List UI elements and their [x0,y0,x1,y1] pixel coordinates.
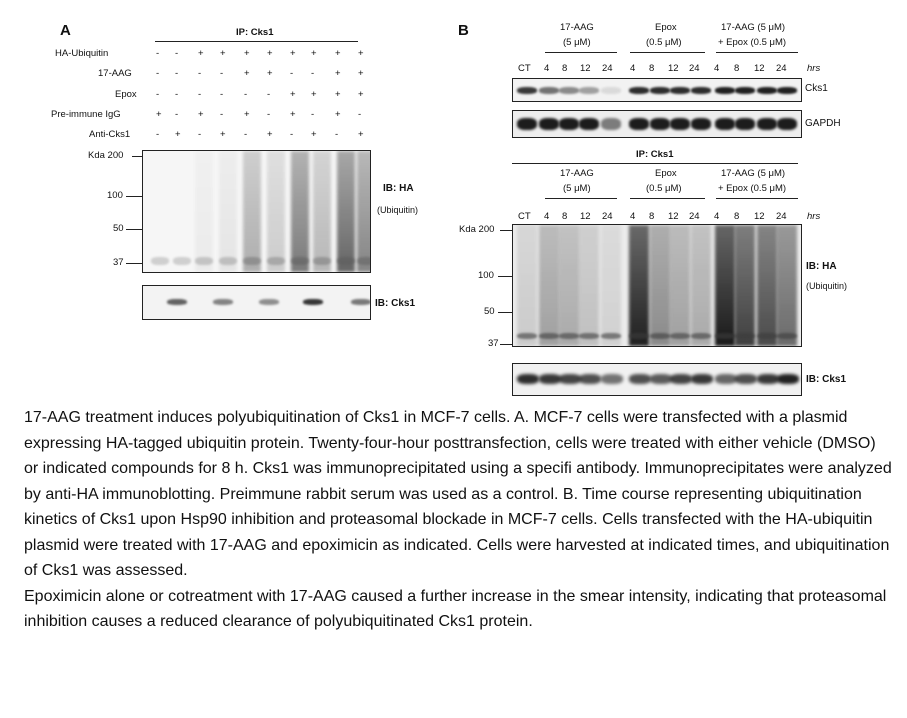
panel-b-lane-label: 4 [714,63,720,74]
panel-a-smear-lane [313,151,331,272]
panel-a-sign: - [335,129,339,140]
panel-a-sign: + [267,129,273,140]
panel-b-lane-label: 24 [602,211,613,222]
panel-b-top-group2-underline [630,52,705,53]
panel-a-ib-cks1-label: IB: Cks1 [375,298,416,309]
panel-b-top-group1-underline [545,52,617,53]
panel-b-cks1-label: Cks1 [805,83,828,94]
panel-b-ibcks1-band [629,374,651,384]
panel-b-37-band [517,333,537,339]
panel-a-letter: A [60,22,71,39]
panel-a-37-band [337,257,355,265]
panel-b-smear-lane [601,225,621,346]
panel-a-sign: - [156,48,160,59]
panel-a-sign: + [335,68,341,79]
panel-b-cks1-band [559,87,579,94]
panel-a-sign: - [311,68,315,79]
panel-b-lane-label: 8 [649,211,655,222]
panel-b-lane-label: CT [518,63,531,74]
panel-a-sign: - [175,109,179,120]
panel-b-lane-label: 12 [580,63,591,74]
panel-b-lane-label: 8 [562,211,568,222]
panel-a-sign: - [175,48,179,59]
panel-b-bottom-group1-line1: 17-AAG [560,168,594,179]
panel-a-marker-37: 37 [113,257,124,268]
panel-b-gapdh-strip [512,110,802,138]
panel-a-37-band [195,257,213,265]
panel-b-bottom-group1-line2: (5 μM) [563,183,591,194]
panel-a-cks1-band [303,299,323,305]
panel-a-sign: + [220,48,226,59]
panel-a-row-label-17aag: 17-AAG [98,68,132,79]
panel-a-sign: - [220,89,224,100]
panel-b-tick-37 [500,344,512,345]
panel-b-top-group1-line2: (5 μM) [563,37,591,48]
panel-b-top-group3-line1: 17-AAG (5 μM) [721,22,786,33]
panel-b-lane-label: 12 [668,63,679,74]
panel-a-cks1-blot [142,285,371,320]
panel-b-37-band [559,333,579,339]
panel-b-gapdh-band [559,118,579,130]
panel-a-row-label-ha-ubiquitin: HA-Ubiquitin [55,48,109,59]
panel-a-37-band [313,257,331,265]
panel-a-sign: - [175,68,179,79]
panel-a-sign: - [156,129,160,140]
panel-a-sign: + [290,48,296,59]
panel-b-marker-200: Kda 200 [459,224,495,235]
panel-b-bottom-group2-line1: Epox [655,168,677,179]
panel-b-cks1-band [517,87,537,94]
panel-a-sign: - [220,109,224,120]
panel-b-bottom-group2-line2: (0.5 μM) [646,183,682,194]
panel-b-smear-lane [517,225,537,346]
panel-b-ibcks1-band [757,374,779,384]
panel-a-marker-50: 50 [113,223,124,234]
panel-a-row-label-preimmune-igg: Pre-immune IgG [51,109,121,120]
panel-b-ip-label: IP: Cks1 [636,149,674,160]
panel-a-sign: + [311,48,317,59]
panel-b-gapdh-band [715,118,735,130]
panel-b-bottom-group3-underline [716,198,798,199]
panel-b-ib-cks1-label: IB: Cks1 [806,374,847,385]
panel-b-gapdh-band [629,118,649,130]
panel-a-sign: - [175,89,179,100]
panel-a-sign: + [156,109,162,120]
panel-b-37-band [601,333,621,339]
panel-a-ip-underline [155,41,358,42]
panel-b-ibcks1-band [559,374,581,384]
panel-b-gapdh-band [601,118,621,130]
panel-b-lane-label: 12 [668,211,679,222]
panel-a-smear-lane [357,151,371,272]
panel-a-sign: - [311,109,315,120]
panel-b-37-band [715,333,735,339]
panel-a-sign: + [335,89,341,100]
panel-b-lane-label: 12 [580,211,591,222]
panel-b-gapdh-band [650,118,670,130]
panel-b-lane-label: 24 [689,63,700,74]
panel-a-sign: + [198,109,204,120]
panel-a-tick-200 [132,156,142,157]
panel-b-smear-lane [579,225,599,346]
figure-caption [24,405,894,635]
panel-a-cks1-band [167,299,187,305]
panel-b-gapdh-band [691,118,711,130]
panel-a-sign: - [358,109,362,120]
panel-b-lane-label: 24 [776,63,787,74]
panel-b-gapdh-band [777,118,797,130]
panel-b-37-band [629,333,649,339]
panel-a-sign: - [156,68,160,79]
panel-a-sign: + [358,68,364,79]
panel-a-smear-lane [243,151,261,272]
panel-b-letter: B [458,22,469,39]
panel-b-gapdh-band [757,118,777,130]
panel-b-top-group1-line1: 17-AAG [560,22,594,33]
caption-paragraph-1: 17-AAG treatment induces polyubiquitination of Cks1 in MCF-7 cells. A. MCF-7 cells were transfected with a plasmid expressing HA-tagged ubiquitin protein. Twenty-four-hour posttransfection, cells were treated with either vehicle (DMSO) or indicated compounds for 8 h. Cks1 was immunoprecipitated using a specifi antibody. Immunoprecipitates were analyzed by anti-HA immunoblotting. Preimmune rabbit serum was used as a control. B. Time course representing ubiquitination kinetics of Cks1 upon Hsp90 inhibition and proteasomal blockade in MCF-7 cells. Cells transfected with the HA-ubiquitin plasmid were treated with 17-AAG and epoximicin as indicated. Cells were harvested at indicated times, and ubiquitination of Cks1 was assessed. [24,409,892,579]
panel-a-sign: - [198,129,202,140]
panel-a-sign: + [335,48,341,59]
panel-a-37-band [357,257,371,265]
panel-a-row-label-anti-cks1: Anti-Cks1 [89,129,131,140]
panel-b-top-group2-line2: (0.5 μM) [646,37,682,48]
panel-a-tick-50 [126,229,142,230]
panel-b-ibcks1-band [691,374,713,384]
panel-b-cks1-band [715,87,735,94]
panel-b-lane-label: 4 [630,63,636,74]
panel-a-sign: - [198,89,202,100]
panel-b-ibcks1-band [579,374,601,384]
panel-b-smear-lane [777,225,797,346]
panel-b-marker-50: 50 [484,306,495,317]
panel-a-sign: - [267,109,271,120]
panel-a-smear-lane [267,151,285,272]
panel-b-lane-label: 24 [776,211,787,222]
panel-a-37-band [243,257,261,265]
panel-a-sign: + [335,109,341,120]
panel-a-sign: + [290,89,296,100]
panel-b-lane-label: 4 [544,211,550,222]
panel-a-smear-lane [219,151,237,272]
panel-b-37-band [650,333,670,339]
panel-a-sign: - [156,89,160,100]
panel-b-lane-label: 12 [754,63,765,74]
panel-b-gapdh-band [539,118,559,130]
panel-b-cks1-band [539,87,559,94]
panel-a-37-band [151,257,169,265]
panel-b-smear-lane [757,225,777,346]
panel-b-ibcks1-band [601,374,623,384]
panel-b-top-group3-line2: + Epox (0.5 μM) [718,37,787,48]
panel-b-gapdh-band [517,118,537,130]
panel-b-cks1-band [579,87,599,94]
panel-b-cks1-band [757,87,777,94]
panel-a-37-band [219,257,237,265]
panel-b-gapdh-band [735,118,755,130]
panel-a-smear-lane [195,151,213,272]
panel-b-ibcks1-band [715,374,737,384]
panel-b-cks1-band [735,87,755,94]
panel-a-sign: + [244,48,250,59]
panel-a-sign: - [267,89,271,100]
panel-b-ib-ha-label: IB: HA [806,261,837,272]
panel-a-smear-lane [291,151,309,272]
panel-a-sign: + [311,129,317,140]
panel-b-cks1-band [777,87,797,94]
panel-a-sign: + [358,89,364,100]
panel-b-37-band [539,333,559,339]
panel-b-bottom-group3-line2: + Epox (0.5 μM) [718,183,787,194]
panel-b-cks1-strip [512,78,802,102]
panel-b-gapdh-label: GAPDH [805,118,841,129]
panel-a-sign: - [198,68,202,79]
panel-b-lane-label: 8 [562,63,568,74]
panel-a-marker-200: Kda 200 [88,150,124,161]
panel-b-smear-lane [670,225,690,346]
panel-a-sign: - [244,89,248,100]
panel-a-sign: + [220,129,226,140]
panel-b-37-band [735,333,755,339]
panel-b-smear-lane [629,225,649,346]
panel-a-sign: - [220,68,224,79]
panel-b-top-hrs: hrs [807,63,821,74]
panel-b-lane-label: 24 [602,63,613,74]
panel-b-lane-label: 4 [714,211,720,222]
panel-b-ibcks1-band [539,374,561,384]
panel-a-sign: + [175,129,181,140]
panel-b-ibcks1-band [517,374,539,384]
panel-a-ib-ha-sub: (Ubiquitin) [377,205,419,215]
panel-b-smear-lane [539,225,559,346]
panel-b-tick-50 [498,312,512,313]
panel-b-lane-label: 8 [734,63,740,74]
panel-b-smear-lane [715,225,735,346]
panel-a-sign: + [267,48,273,59]
panel-b-ibcks1-band [735,374,757,384]
panel-b-gapdh-band [579,118,599,130]
panel-b-cks1-band [691,87,711,94]
panel-a-37-band [291,257,309,265]
panel-b-cks1-band [629,87,649,94]
panel-b-bottom-group2-underline [630,198,705,199]
panel-a-37-band [173,257,191,265]
panel-b-ibcks1-band [777,374,799,384]
panel-b-lane-label: 8 [734,211,740,222]
panel-b-smear-lane [691,225,711,346]
panel-b-smear-lane [650,225,670,346]
panel-b-smear-lane [735,225,755,346]
panel-b-smear-lane [559,225,579,346]
panel-a-sign: - [244,129,248,140]
panel-a-marker-100: 100 [107,190,123,201]
panel-a-sign: + [244,68,250,79]
panel-a-smear-lane [337,151,355,272]
panel-b-tick-200 [500,230,512,231]
panel-a-sign: + [311,89,317,100]
panel-b-cks1-band [670,87,690,94]
panel-b-lane-label: 12 [754,211,765,222]
panel-a-ib-ha-label: IB: HA [383,183,414,194]
panel-b-lane-label: 4 [544,63,550,74]
panel-a-sign: + [290,109,296,120]
panel-a-sign: + [358,48,364,59]
panel-a-tick-100 [126,196,142,197]
panel-a-sign: + [244,109,250,120]
panel-a-sign: - [290,129,294,140]
panel-b-37-band [757,333,777,339]
panel-b-37-band [691,333,711,339]
panel-a-37-band [267,257,285,265]
panel-b-ha-blot [512,224,802,347]
panel-b-top-group3-underline [716,52,798,53]
panel-a-sign: + [267,68,273,79]
panel-b-37-band [777,333,797,339]
panel-a-ha-blot [142,150,371,273]
panel-b-bottom-group1-underline [545,198,617,199]
panel-b-ibcks1-band [670,374,692,384]
panel-b-tick-100 [498,276,512,277]
panel-b-top-group2-line1: Epox [655,22,677,33]
panel-b-bottom-group3-line1: 17-AAG (5 μM) [721,168,786,179]
panel-b-37-band [670,333,690,339]
panel-b-ibcks1-band [650,374,672,384]
panel-a-cks1-band [259,299,279,305]
panel-a-sign: + [358,129,364,140]
panel-b-37-band [579,333,599,339]
panel-a-sign: - [290,68,294,79]
panel-b-ib-cks1-strip [512,363,802,396]
panel-b-lane-label: 24 [689,211,700,222]
panel-a-cks1-band [213,299,233,305]
panel-b-ib-ha-sub: (Ubiquitin) [806,281,848,291]
panel-b-lane-label: 8 [649,63,655,74]
panel-b-lane-label: 4 [630,211,636,222]
caption-paragraph-2: Epoximicin alone or cotreatment with 17-AAG caused a further increase in the smear intensity, indicating that proteasomal inhibition causes a reduced clearance of polyubiquitinated Cks1 protein. [24,587,887,630]
panel-a-row-label-epox: Epox [115,89,137,100]
panel-b-bottom-hrs: hrs [807,211,821,222]
panel-a-cks1-band [351,299,371,305]
panel-b-ip-underline [512,163,798,164]
panel-a-ip-label: IP: Cks1 [236,27,274,38]
panel-b-gapdh-band [670,118,690,130]
panel-b-cks1-band [650,87,670,94]
panel-a-sign: + [198,48,204,59]
panel-b-marker-37: 37 [488,338,499,349]
panel-b-marker-100: 100 [478,270,494,281]
panel-a-tick-37 [126,263,142,264]
panel-b-lane-label: CT [518,211,531,222]
panel-b-cks1-band [601,87,621,94]
